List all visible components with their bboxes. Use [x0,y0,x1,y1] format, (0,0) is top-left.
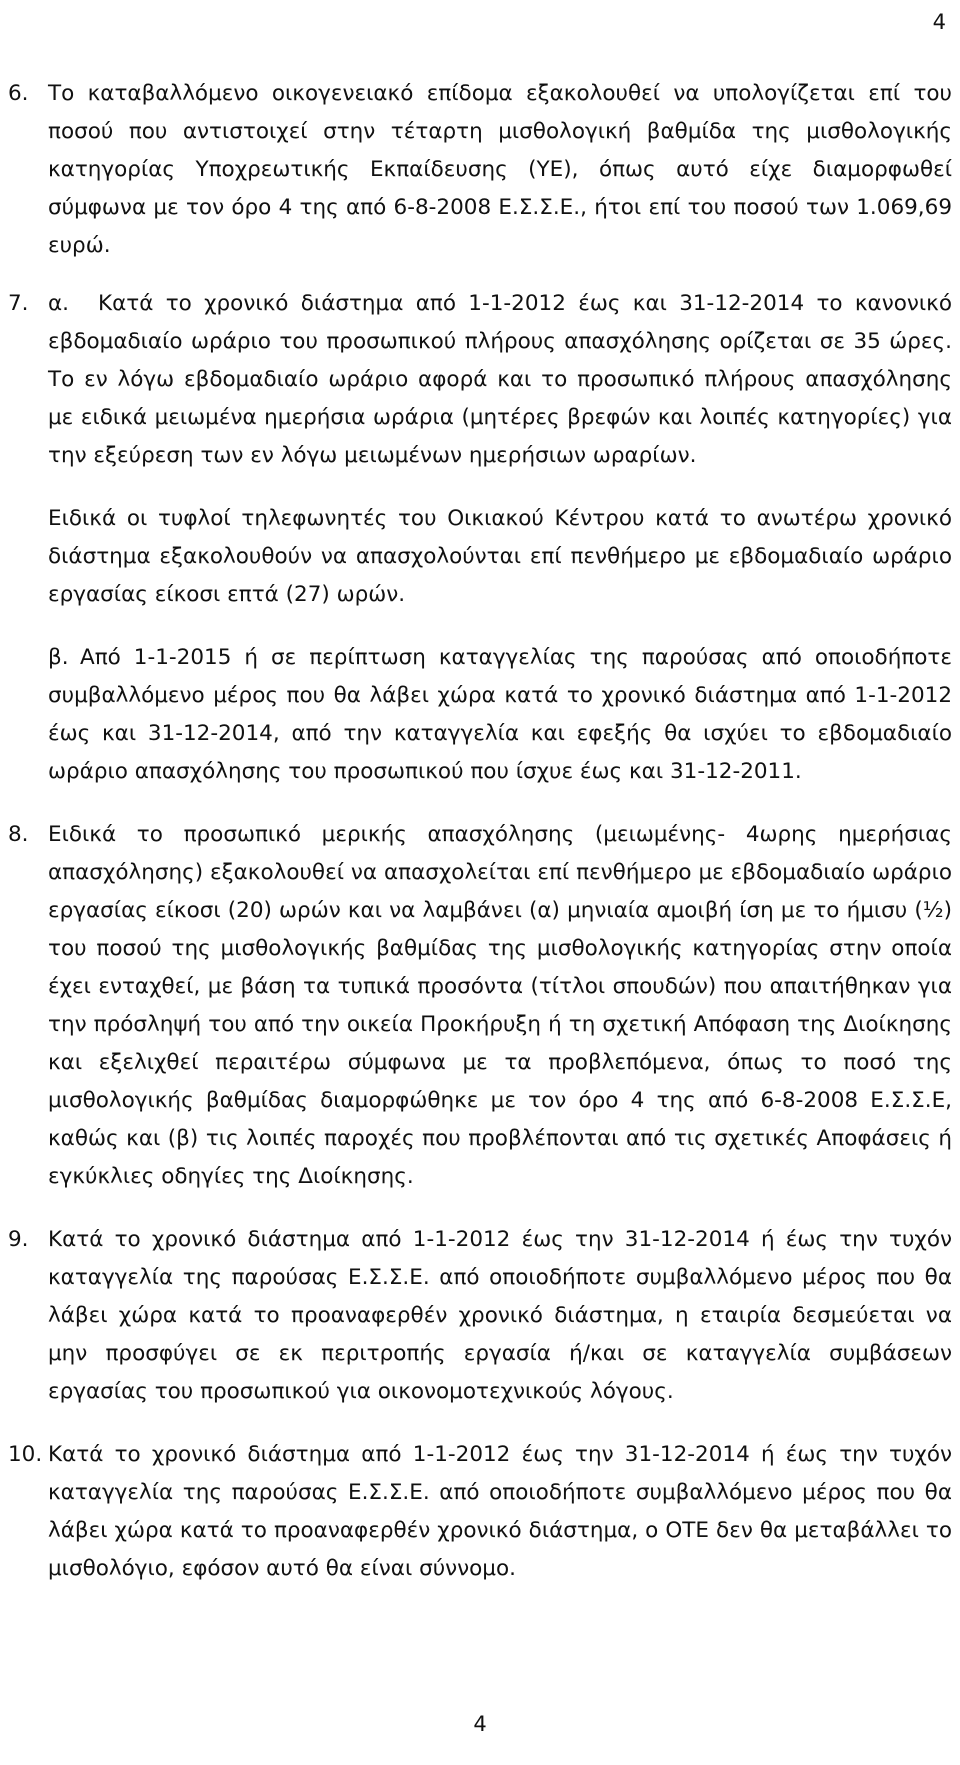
item-number: 6. [8,81,29,106]
item-number: 10. [8,1442,43,1467]
paragraph-8 [8,816,952,1196]
paragraph-text: Το καταβαλλόμενο οικογενειακό επίδομα εξακολουθεί να υπολογίζεται επί του ποσού που αντιστοιχεί στην τέταρτη μισθολογική βαθμίδα της μισθολογικής κατηγορίας Υποχρεωτικής Εκπαίδευσης (ΥΕ), όπως αυτό είχε διαμορφωθεί σύμφωνα με τον όρο 4 της από 6-8-2008 Ε.Σ.Σ.Ε., ήτοι επί του ποσού των 1.069,69 ευρώ. [48,81,952,258]
item-number: 9. [8,1227,29,1252]
sub-item-label: α. [48,291,70,316]
page-number-top: 4 [932,10,946,34]
page-number-bottom: 4 [473,1712,487,1736]
document-body [8,75,952,1588]
paragraph-7a [48,285,952,475]
paragraph-7b [8,639,952,791]
paragraph-text: Κατά το χρονικό διάστημα από 1-1-2012 έως την 31-12-2014 ή έως την τυχόν καταγγελία της παρούσας Ε.Σ.Σ.Ε. από οποιοδήποτε συμβαλλόμενο μέρος που θα λάβει χώρα κατά το προαναφερθέν χρονικό διάστημα, η εταιρία δεσμεύεται να μην προσφύγει σε εκ περιτροπής εργασία ή/και σε καταγγελία συμβάσεων εργασίας του προσωπικού για οικονομοτεχνικούς λόγους. [48,1227,952,1404]
paragraph-10 [8,1436,952,1588]
sub-item-label: β. [48,645,69,670]
paragraph-9 [8,1221,952,1411]
item-number: 7. [8,291,29,316]
paragraph-6 [8,75,952,265]
item-number: 8. [8,822,29,847]
paragraph-text: Από 1-1-2015 ή σε περίπτωση καταγγελίας της παρούσας από οποιοδήποτε συμβαλλόμενο μέρος που θα λάβει χώρα κατά το χρονικό διάστημα από 1-1-2012 έως και 31-12-2014, από την καταγγελία και εφεξής θα ισχύει το εβδομαδιαίο ωράριο απασχόλησης του προσωπικού που ίσχυε έως και 31-12-2011. [48,645,952,784]
paragraph-text: Κατά το χρονικό διάστημα από 1-1-2012 έως και 31-12-2014 το κανονικό εβδομαδιαίο ωράριο του προσωπικού πλήρους απασχόλησης ορίζεται σε 35 ώρες. Το εν λόγω εβδομαδιαίο ωράριο αφορά και το προσωπικό πλήρους απασχόλησης με ειδικά μειωμένα ημερήσια ωράρια (μητέρες βρεφών και λοιπές κατηγορίες) για την εξεύρεση των εν λόγω μειωμένων ημερήσιων ωραρίων. [48,291,952,468]
paragraph-7 [8,285,952,475]
paragraph-7-blind-operators: Ειδικά οι τυφλοί τηλεφωνητές του Οικιακού Κέντρου κατά το ανωτέρω χρονικό διάστημα εξακολουθούν να απασχολούνται επί πενθήμερο με εβδομαδιαίο ωράριο εργασίας είκοσι επτά (27) ωρών. [48,506,952,607]
paragraph-text: Ειδικά το προσωπικό μερικής απασχόλησης (μειωμένης- 4ωρης ημερήσιας απασχόλησης) εξακολουθεί να απασχολείται επί πενθήμερο με εβδομαδιαίο ωράριο εργασίας είκοσι (20) ωρών και να λαμβάνει (α) μηνιαία αμοιβή ίση με το ήμισυ (½) του ποσού της μισθολογικής βαθμίδας της μισθολογικής κατηγορίας στην οποία έχει ενταχθεί, με βάση τα τυπικά προσόντα (τίτλοι σπουδών) που απαιτήθηκαν για την πρόσληψή του από την οικεία Προκήρυξη ή τη σχετική Απόφαση της Διοίκησης και εξελιχθεί περαιτέρω σύμφωνα με τα προβλεπόμενα, όπως το ποσό της μισθολογικής βαθμίδας διαμορφώθηκε με τον όρο 4 της από 6-8-2008 Ε.Σ.Σ.Ε, καθώς και (β) τις λοιπές παροχές που προβλέπονται από τις σχετικές Αποφάσεις ή εγκύκλιες οδηγίες της Διοίκησης. [48,822,952,1189]
paragraph-text: Κατά το χρονικό διάστημα από 1-1-2012 έως την 31-12-2014 ή έως την τυχόν καταγγελία της παρούσας Ε.Σ.Σ.Ε. από οποιοδήποτε συμβαλλόμενο μέρος που θα λάβει χώρα κατά το προαναφερθέν χρονικό διάστημα, ο ΟΤΕ δεν θα μεταβάλλει το μισθολόγιο, εφόσον αυτό θα είναι σύννομο. [48,1442,952,1581]
